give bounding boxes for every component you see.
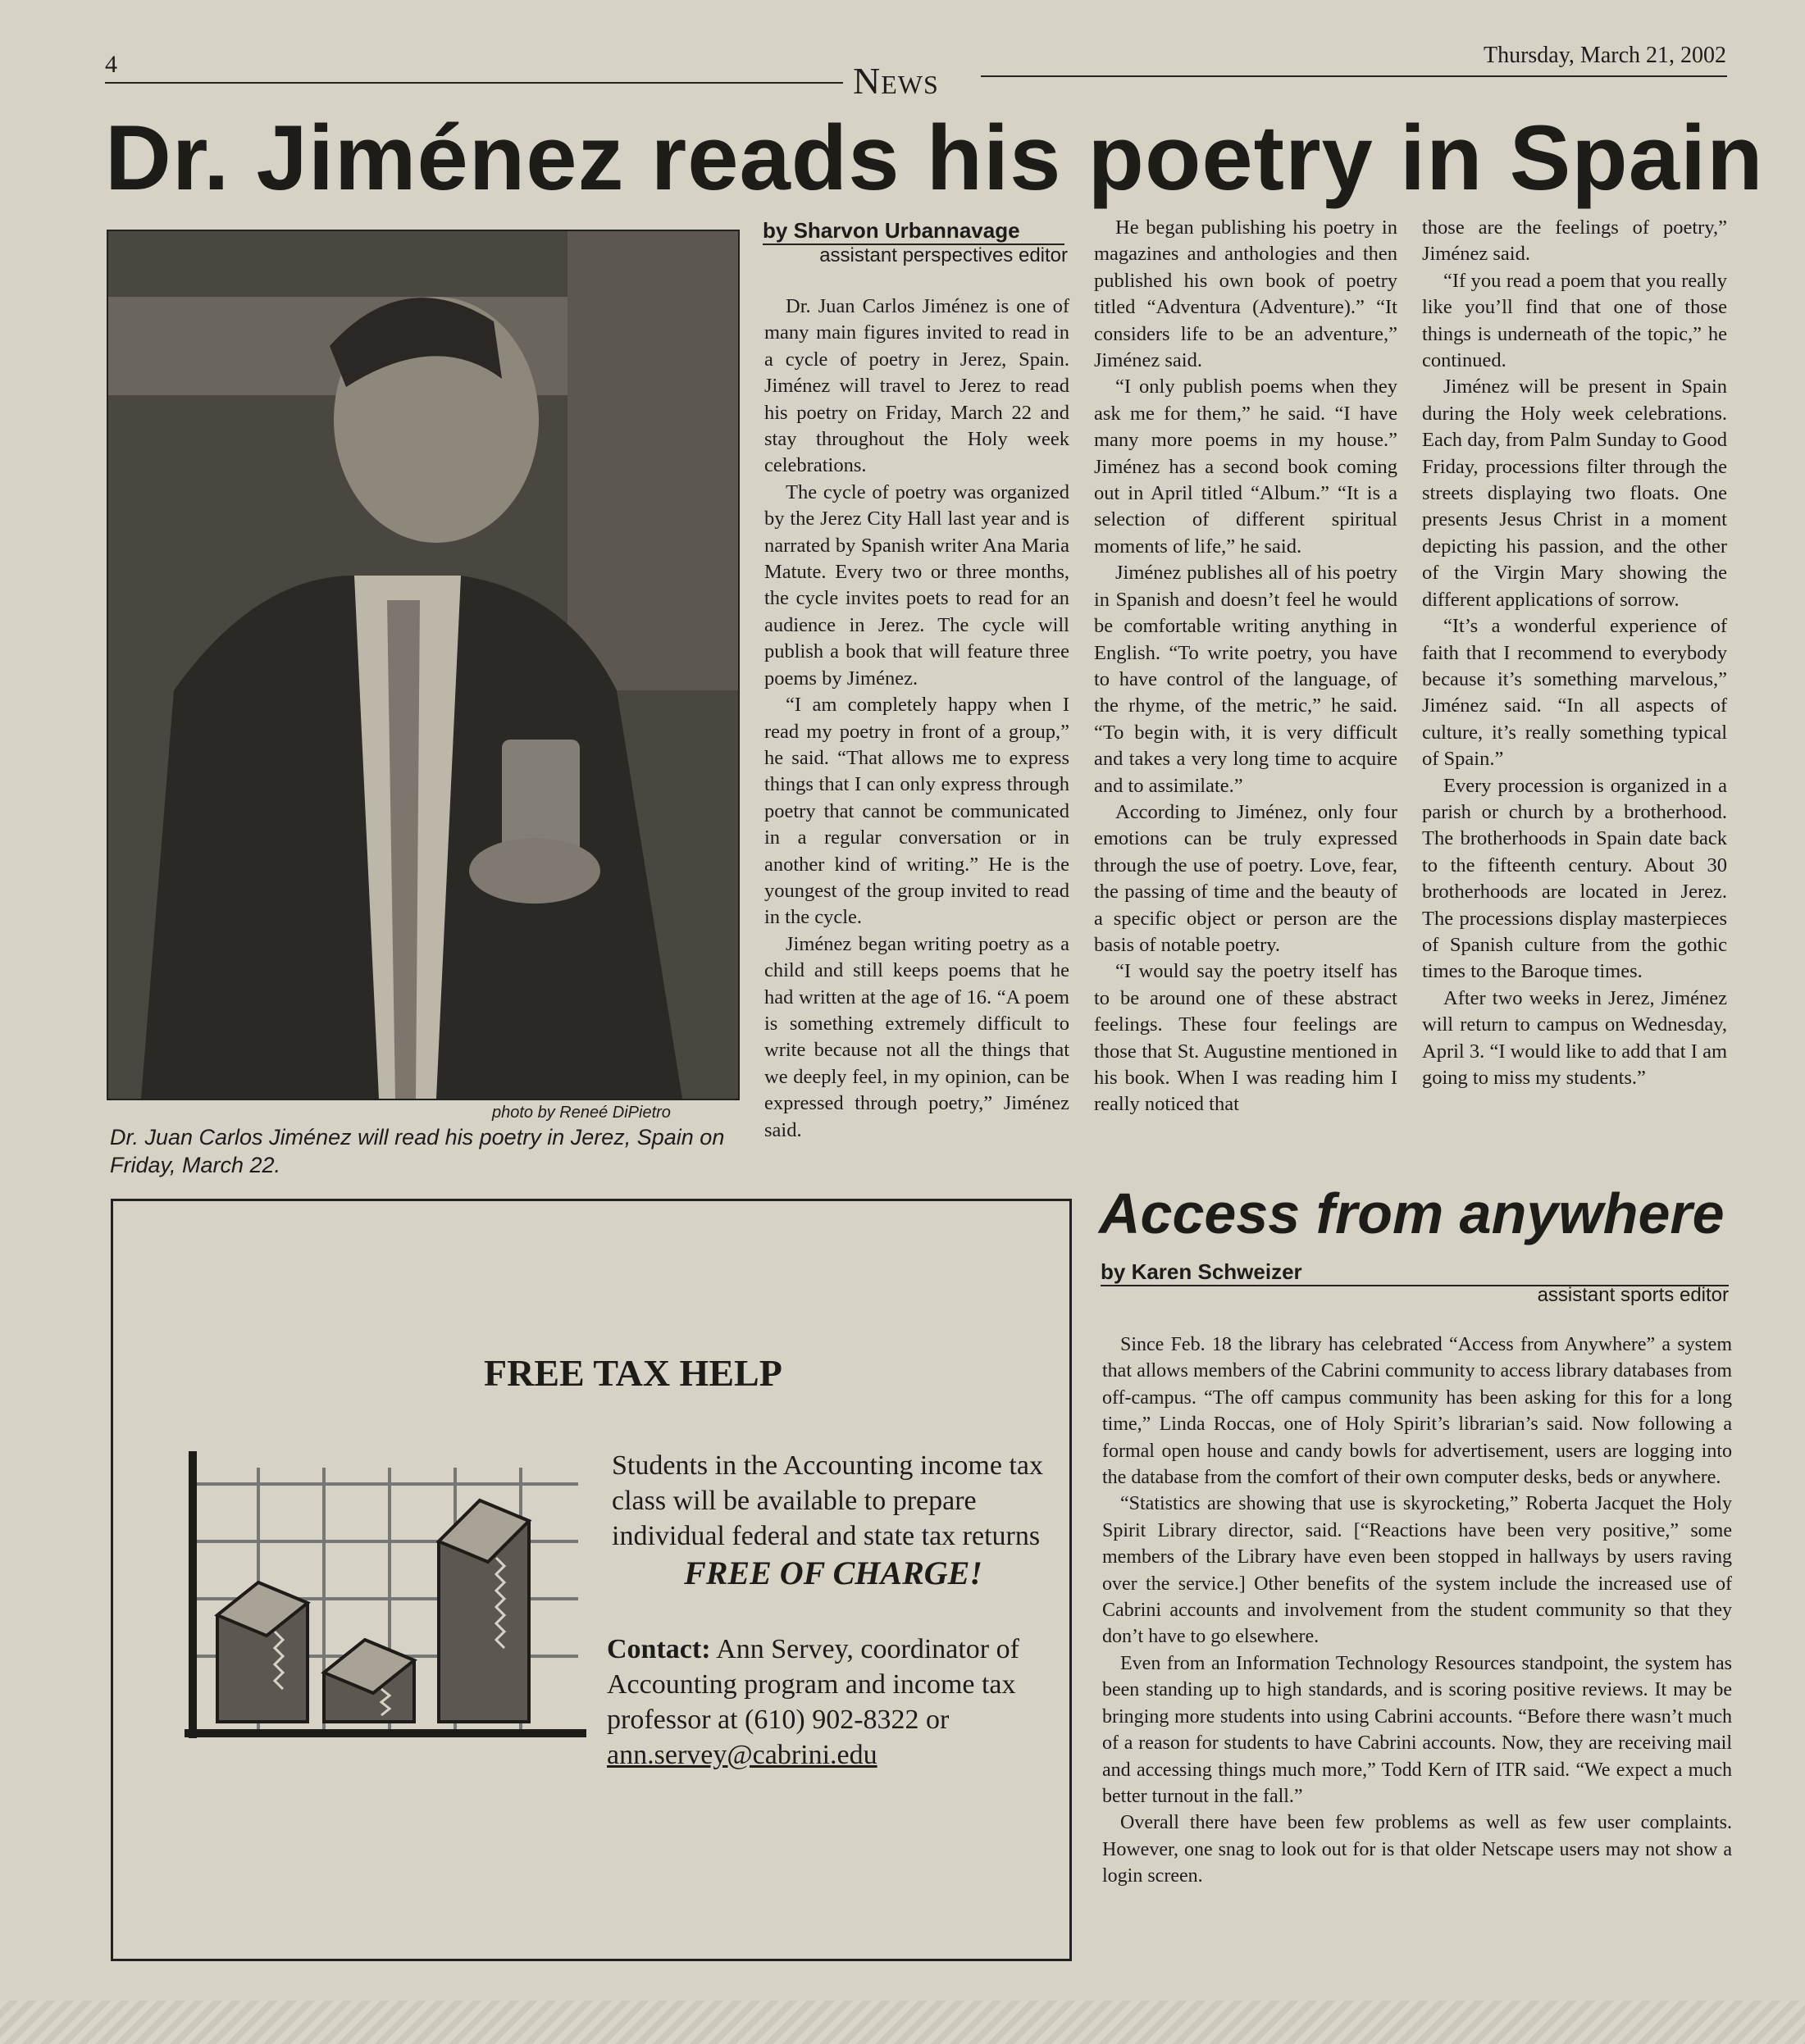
ad-emphasis: FREE OF CHARGE!	[684, 1555, 982, 1591]
paragraph: Overall there have been few problems as well as few user complaints. However, one snag to look out for is that older Netscape users may not show a login screen.	[1102, 1812, 1732, 1887]
article-headline: Dr. Jiménez reads his poetry in Spain	[105, 107, 1764, 209]
ad-contact-text: Ann Servey, coordinator of Accounting program and income tax professor at (610) 902-8322 or	[607, 1634, 1019, 1735]
article-2-body	[1102, 1332, 1732, 1890]
paragraph: Since Feb. 18 the library has celebrated “Access from Anywhere” a system that allows members of the Cabrini community to access library databases from off-campus. “The off campus community has been asking for this for a long time,” Linda Roccas, one of Holy Spirit’s librarian’s said. Now following a formal open house and candy bowls for advertisement, users are logging into the database from the comfort of their own computer desks, beds or anywhere.	[1102, 1334, 1732, 1489]
byline-title: assistant perspectives editor	[819, 244, 1068, 266]
paragraph: Jiménez will be present in Spain during the Holy week celebrations. Each day, from Palm Sunday to Good Friday, processions filter through the streets displaying two floats. One presents Jesus Christ in a moment depicting his passion, and the other of the Virgin Mary showing the different applications of sorrow.	[1422, 376, 1727, 611]
ad-email-link[interactable]: ann.servey@cabrini.edu	[607, 1740, 877, 1770]
paragraph: The cycle of poetry was organized by the Jerez City Hall last year and is narrated by Spanish writer Ana Maria Matute. Every two or three months, the cycle invites poets to read for an audience in Jerez. The cycle will publish a book that will feature three poems by Jiménez.	[764, 480, 1069, 690]
paragraph: Jiménez began writing poetry as a child and still keeps poems that he had written at the age of 16. “A poem is something extremely difficult to write because not all the things that we deeply feel, in my opinion, can be expressed through poetry,” Jiménez said.	[764, 932, 1069, 1141]
article-byline: by Sharvon Urbannavage	[763, 218, 1064, 245]
paragraph: He began publishing his poetry in magazines and anthologies and then published his own book of poetry titled “Adventura (Adventure).” “It considers life to be an adventure,” Jiménez said.	[1094, 216, 1397, 372]
money-stacks-bar-chart-icon	[168, 1451, 586, 1763]
paragraph: “It’s a wonderful experience of faith that I recommend to everybody because it’s something marvelous,” Jiménez said. “In all aspects of culture, it’s really something typical of Spain.”	[1422, 615, 1727, 771]
paragraph: Dr. Juan Carlos Jiménez is one of many main figures invited to read in a cycle of poetry in Jerez, Spain. Jiménez will travel to Jerez to read his poetry on Friday, March 22 and stay throughout the Holy week celebrations.	[764, 295, 1069, 477]
ad-title: FREE TAX HELP	[484, 1352, 782, 1394]
page-number: 4	[105, 51, 117, 78]
ad-contact	[607, 1632, 1066, 1773]
header-rule-left	[105, 82, 843, 84]
article-photo	[107, 230, 740, 1100]
paragraph: According to Jiménez, only four emotions can be truly expressed through the use of poetry. Love, fear, the passing of time and the beauty of a specific object or person are the basis of notable poetry.	[1094, 800, 1397, 956]
paragraph: Every procession is organized in a parish or church by a brotherhood. The brotherhoods in Spain date back to the fifteenth century. About 30 brotherhoods are located in Jerez. The processions display masterpieces of Spanish culture from the gothic times to the Baroque times.	[1422, 774, 1727, 983]
header-rule-right	[981, 75, 1727, 77]
paragraph: After two weeks in Jerez, Jiménez will return to campus on Wednesday, April 3. “I would like to add that I am going to miss my students.”	[1422, 986, 1727, 1089]
paragraph: those are the feelings of poetry,” Jiménez said.	[1422, 216, 1727, 266]
photo-caption: Dr. Juan Carlos Jiménez will read his poetry in Jerez, Spain on Friday, March 22.	[110, 1125, 725, 1177]
section-label: News	[853, 60, 939, 102]
article-column-2	[1094, 215, 1397, 1118]
paragraph: “I would say the poetry itself has to be around one of these abstract feelings. These four feelings are those that St. Augustine mentioned in his book. When I was reading him I really noticed that	[1094, 960, 1397, 1116]
article-column-1	[764, 294, 1069, 1144]
paragraph: “I only publish poems when they ask me for them,” he said. “I have many more poems in my house.” Jiménez has a second book coming out in April titled “Album.” “It is a selection of different spiritual moments of life,” he said.	[1094, 376, 1397, 558]
paragraph: “I am completely happy when I read my poetry in front of a group,” he said. “That allows me to express things that I can only express through poetry that cannot be communicated in a regular conversation or in another kind of writing.” He is the youngest of the group invited to read in the cycle.	[764, 694, 1069, 929]
ad-contact-label: Contact:	[607, 1634, 711, 1664]
ad-body	[612, 1448, 1055, 1592]
issue-date: Thursday, March 21, 2002	[1483, 43, 1726, 68]
article-column-3	[1422, 215, 1727, 1091]
paragraph: “Statistics are showing that use is skyrocketing,” Roberta Jacquet the Holy Spirit Library director, said. [“Reactions have been very positive,” some members of the Library have even been stopped in hallways by users raving over the service.] Other benefits of the system include the increased use of Cabrini accounts and involvement from the student community so that they don’t have to go elsewhere.	[1102, 1493, 1732, 1648]
photo-credit: photo by Reneé DiPietro	[492, 1104, 671, 1122]
paragraph: “If you read a poem that you really like you’ll find that one of those things is underneath of the topic,” he continued.	[1422, 269, 1727, 372]
paragraph: Even from an Information Technology Resources standpoint, the system has been standing up to high standards, and is scoring positive reviews. It may be bringing more students into using Cabrini accounts. “Before there wasn’t much of a reason for students to have Cabrini accounts. Now, they are receiving mail and accessing things much more,” Todd Kern of ITR said. “We expect a much better turnout in the fall.”	[1102, 1652, 1732, 1807]
article-byline-2: by Karen Schweizer	[1101, 1259, 1729, 1286]
article-headline-2: Access from anywhere	[1099, 1181, 1725, 1245]
paragraph: Jiménez publishes all of his poetry in Spanish and doesn’t feel he would be comfortable writing anything in English. “To write poetry, you have to have control of the language, of the rhyme, of the metric,” he said. “To begin with, it is very difficult and takes a very long time to acquire and to assimilate.”	[1094, 562, 1397, 797]
ad-body-text: Students in the Accounting income tax class will be available to prepare individual federal and state tax returns	[612, 1450, 1043, 1551]
byline-title-2: assistant sports editor	[1537, 1284, 1729, 1306]
page-bottom-texture	[0, 2001, 1805, 2044]
